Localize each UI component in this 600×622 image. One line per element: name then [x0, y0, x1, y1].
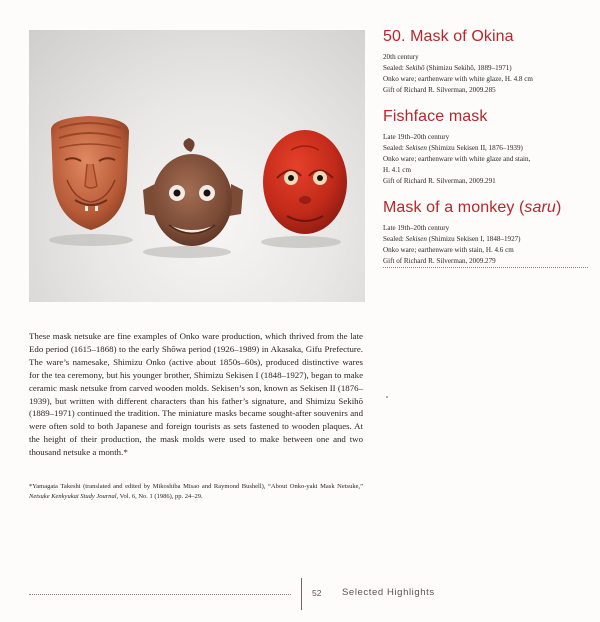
- entry-title: 50. Mask of Okina: [383, 28, 514, 45]
- fishface-mask: [143, 138, 243, 246]
- page-number: 52: [312, 588, 322, 598]
- entry-meta-line: H. 4.1 cm: [383, 166, 411, 174]
- entry-meta-line: 20th century: [383, 53, 419, 61]
- entry-meta-line: Onko ware; earthenware with white glaze, H. 4.8 cm: [383, 75, 533, 83]
- catalog-entries: [383, 28, 588, 279]
- entry-meta-line: Gift of Richard R. Silverman, 2009.285: [383, 86, 496, 94]
- section-name: Selected Highlights: [342, 587, 435, 598]
- entry-meta-line: Sealed: Sekihō (Shimizu Sekihō, 1889–1971): [383, 64, 512, 72]
- entry-meta-line: Onko ware; earthenware with white glaze and stain,: [383, 155, 531, 163]
- entry-title: Mask of a monkey (saru): [383, 199, 562, 216]
- footnote: *Yamagata Takeshi (translated and edited by Mikoshiba Misao and Raymond Bushell), “About Onko-yaki Mask Netsuke,” Netsuke Kenkyukai Study Journal, Vol. 6, No. 1 (1986), pp. 24–29.: [29, 483, 363, 500]
- mask-photo: [29, 30, 365, 302]
- entry-meta-line: Gift of Richard R. Silverman, 2009.291: [383, 177, 496, 185]
- body-paragraph: These mask netsuke are fine examples of Onko ware production, which thrived from the late Edo period (1615–1868) to the early Shōwa period (1926–1989) in Akasaka, Gifu Prefecture. The ware’s namesake, Shimizu Onko (active about 1850s–60s), produced distinctive wares for the tea ceremony, but his younger brother, Shimizu Sekisen I (1848–1927), began to make ceramic mask netsuke from carved wooden molds. Sekisen’s son, known as Sekisen II (1876–1939), but written with different characters than his father’s signature, and Shimizu Sekihō (1889–1971) continued the tradition. The miniature masks became sought-after souvenirs and were often sold to both Japanese and foreign tourists as sets fastened to wooden plaques. At the height of their production, the mask molds were used to make between one and two thousand netsuke a month.*: [29, 331, 363, 458]
- entry-title: Fishface mask: [383, 108, 488, 125]
- decorative-dot: [386, 396, 388, 398]
- footer-divider: [301, 578, 302, 610]
- sidebar-divider: [383, 267, 588, 268]
- entry-fishface: [383, 108, 588, 187]
- footer-rule: [29, 594, 291, 595]
- mask-photo-illustration: [29, 30, 365, 302]
- monkey-mask: [263, 130, 347, 234]
- entry-meta-line: Late 19th–20th century: [383, 133, 450, 141]
- entry-meta-line: Gift of Richard R. Silverman, 2009.279: [383, 257, 496, 265]
- okina-mask: [51, 116, 129, 230]
- entry-meta-line: Sealed: Sekisen (Shimizu Sekisen II, 1876–1939): [383, 144, 523, 152]
- entry-meta-line: Late 19th–20th century: [383, 224, 450, 232]
- entry-monkey: [383, 199, 588, 267]
- entry-meta-line: Sealed: Sekisen (Shimizu Sekisen I, 1848–1927): [383, 235, 521, 243]
- entry-okina: [383, 28, 588, 96]
- body-text: [29, 330, 363, 459]
- entry-meta-line: Onko ware; earthenware with stain, H. 4.6 cm: [383, 246, 514, 254]
